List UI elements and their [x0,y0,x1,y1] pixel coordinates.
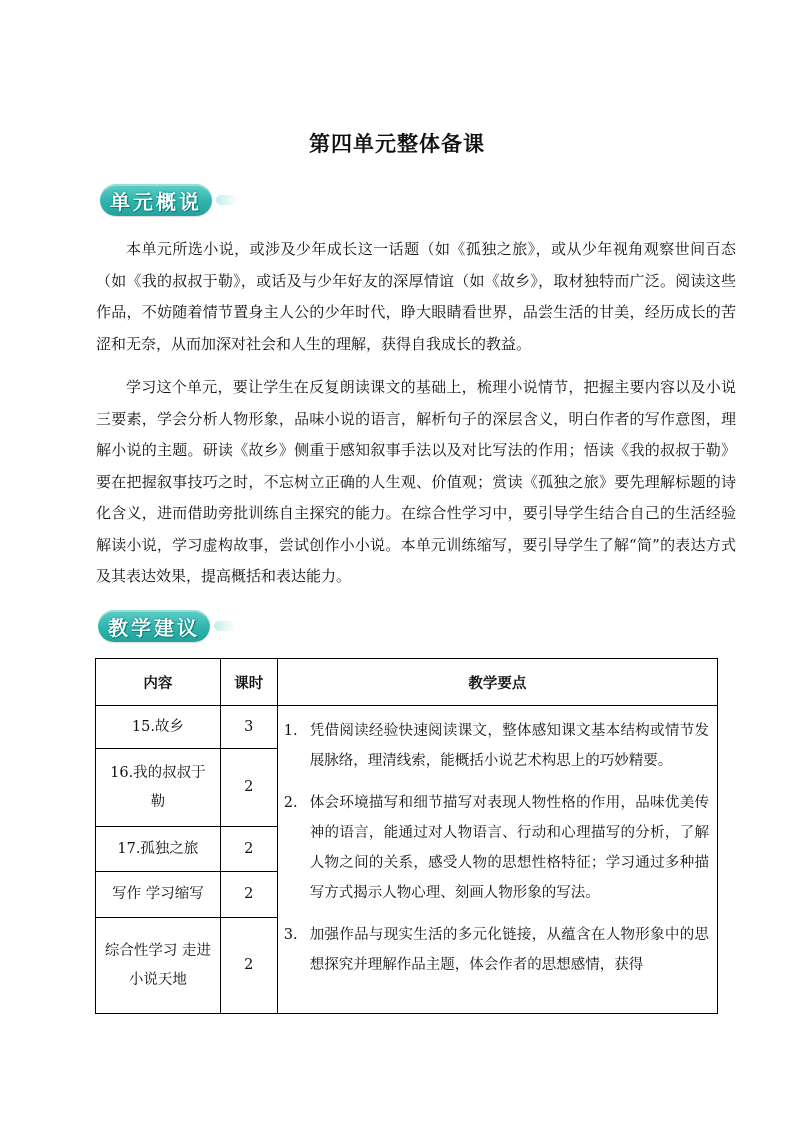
lesson-hours: 2 [220,827,277,872]
header-hours: 课时 [220,659,277,706]
section-badge-overview [100,183,238,217]
lesson-hours: 2 [220,749,277,827]
teaching-table [95,658,718,1014]
point-text: 加强作品与现实生活的多元化链接，从蕴含在人物形象中的思想探究并理解作品主题，体会作者的思想感情，获得 [309,927,709,973]
point-number: 2. [283,795,298,811]
teaching-point [284,788,709,908]
point-number: 3. [283,927,298,943]
overview-paragraph-1: 本单元所选小说，或涉及少年成长这一话题（如《孤独之旅》，或从少年视角观察世间百态（如《我的叔叔于勒》，或话及与少年好友的深厚情谊（如《故乡》，取材独特而广泛。阅读这些作品，不妨随着情节置身主人公的少年时代，睁大眼睛看世界，品尝生活的甘美，经历成长的苦涩和无奈，从而加深对社会和人生的理解，获得自我成长的教益。 [96,240,736,353]
header-points: 教学要点 [277,659,717,706]
point-text: 体会环境描写和细节描写对表现人物性格的作用，品味优美传神的语言，能通过对人物语言、行动和心理描写的分析，了解人物之间的关系，感受人物的思想性格特征；学习通过多种描写方式揭示人物心理、刻画人物形象的写法。 [309,795,709,901]
lesson-name: 写作 学习缩写 [96,872,221,918]
point-text: 凭借阅读经验快速阅读课文，整体感知课文基本结构或情节发展脉络，理清线索，能概括小说艺术构思上的巧妙精要。 [309,723,709,769]
lesson-name: 综合性学习 走进小说天地 [96,918,221,1014]
badge-decoration [216,195,238,205]
badge-decoration [214,621,236,631]
table-row [96,706,718,749]
teaching-point [284,716,709,776]
lesson-hours: 2 [220,872,277,918]
lesson-name: 17.孤独之旅 [96,827,221,872]
page-title: 第四单元整体备课 [309,132,485,156]
lesson-hours: 2 [220,918,277,1014]
teaching-points [277,706,717,1014]
teaching-point [284,920,709,980]
lesson-name: 15.故乡 [96,706,221,749]
lesson-hours: 3 [220,706,277,749]
overview-paragraph-2: 学习这个单元，要让学生在反复朗读课文的基础上，梳理小说情节，把握主要内容以及小说三要素，学会分析人物形象，品味小说的语言，解析句子的深层含义，明白作者的写作意图，理解小说的主题。研读《故乡》侧重于感知叙事手法以及对比写法的作用；悟读《我的叔叔于勒》要在把握叙事技巧之时，不忘树立正确的人生观、价值观；赏读《孤独之旅》要先理解标题的诗化含义，进而借助旁批训练自主探究的能力。在综合性学习中，要引导学生结合自己的生活经验解读小说，学习虚构故事，尝试创作小小说。本单元训练缩写，要引导学生了解“简”的表达方式及其表达效果，提高概括和表达能力。 [96,378,736,585]
section-title-overview: 单元概说 [110,189,202,214]
table-header-row [96,659,718,706]
header-content: 内容 [96,659,221,706]
point-number: 1. [283,723,298,739]
section-badge-suggestions [98,609,236,643]
lesson-name: 16.我的叔叔于勒 [96,749,221,827]
section-title-suggestions: 教学建议 [108,615,200,640]
